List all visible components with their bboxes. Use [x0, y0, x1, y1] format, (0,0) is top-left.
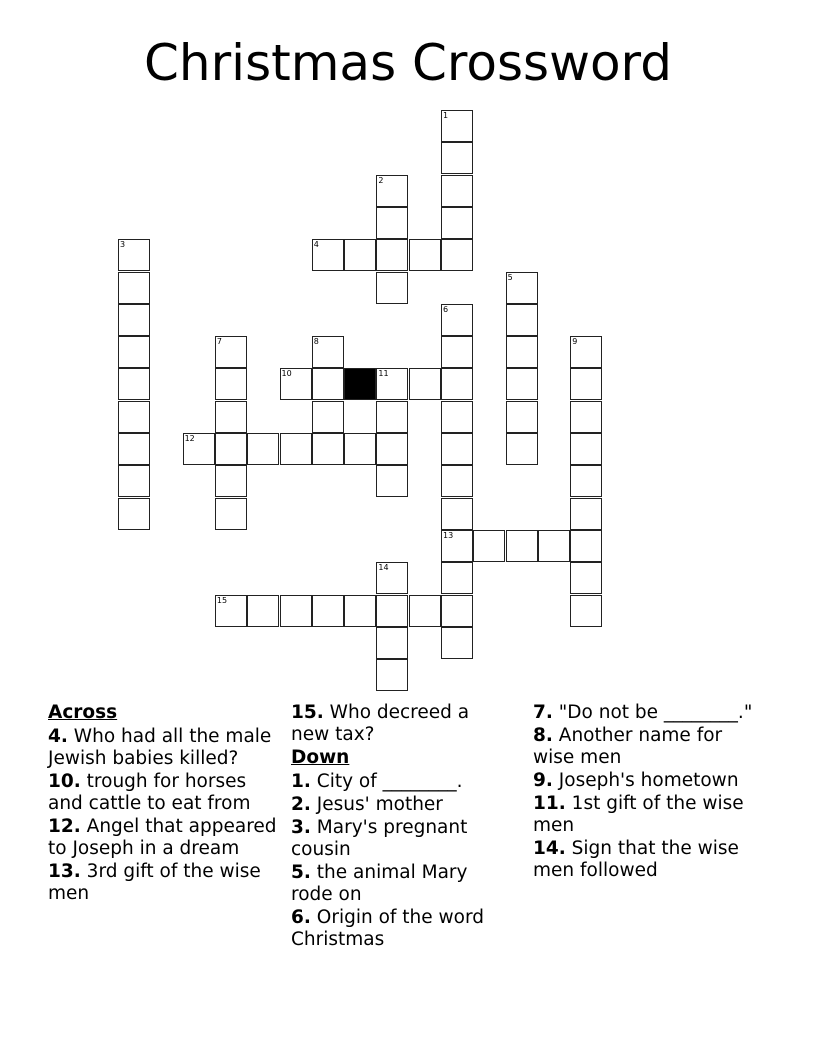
grid-cell[interactable]: [376, 207, 408, 239]
grid-cell[interactable]: [441, 207, 473, 239]
grid-cell[interactable]: [441, 239, 473, 271]
grid-cell[interactable]: [280, 368, 312, 400]
grid-cell[interactable]: [538, 530, 570, 562]
grid-cell[interactable]: [376, 562, 408, 594]
grid-cell[interactable]: [118, 239, 150, 271]
clue-number: 2: [378, 175, 384, 185]
clue-number: 9: [572, 337, 578, 347]
grid-cell[interactable]: [376, 239, 408, 271]
grid-cell[interactable]: [570, 433, 602, 465]
grid-cell[interactable]: [118, 401, 150, 433]
grid-cell[interactable]: [312, 336, 344, 368]
clues-column-3: [533, 702, 763, 883]
grid-cell[interactable]: [376, 272, 408, 304]
grid-cell[interactable]: [118, 433, 150, 465]
grid-cell[interactable]: [215, 401, 247, 433]
grid-cell[interactable]: [215, 433, 247, 465]
grid-cell[interactable]: [441, 336, 473, 368]
grid-cell[interactable]: [247, 595, 279, 627]
grid-cell[interactable]: [441, 368, 473, 400]
grid-cell[interactable]: [215, 336, 247, 368]
grid-cell[interactable]: [441, 142, 473, 174]
clue-number: 8: [313, 337, 319, 347]
clue-down-9[interactable]: 9. Joseph's hometown: [533, 770, 739, 791]
grid-cell[interactable]: [215, 465, 247, 497]
grid-cell[interactable]: [215, 498, 247, 530]
grid-cell[interactable]: [118, 304, 150, 336]
page-title: Christmas Crossword: [144, 34, 672, 92]
grid-cell[interactable]: [312, 401, 344, 433]
grid-cell[interactable]: [118, 368, 150, 400]
grid-cell[interactable]: [409, 595, 441, 627]
clue-number: 13: [443, 530, 454, 540]
grid-cell[interactable]: [280, 433, 312, 465]
clue-number: 3: [120, 240, 126, 250]
clue-down-5[interactable]: 5. the animal Mary rode on: [291, 862, 468, 905]
grid-cell[interactable]: [441, 465, 473, 497]
grid-cell[interactable]: [506, 433, 538, 465]
grid-cell[interactable]: [376, 595, 408, 627]
down-heading: Down: [291, 747, 350, 768]
grid-cell[interactable]: [376, 175, 408, 207]
grid-cell[interactable]: [570, 562, 602, 594]
clue-down-6[interactable]: 6. Origin of the word Christmas: [291, 907, 485, 950]
clue-number: 10: [281, 369, 292, 379]
clue-number: 11: [378, 369, 389, 379]
grid-cell[interactable]: [506, 272, 538, 304]
grid-cell[interactable]: [312, 595, 344, 627]
clues-column-1: [48, 702, 278, 906]
clue-down-3[interactable]: 3. Mary's pregnant cousin: [291, 817, 468, 860]
clue-down-1[interactable]: 1. City of ________.: [291, 771, 463, 792]
grid-cell[interactable]: [312, 433, 344, 465]
black-cell: [344, 368, 376, 400]
grid-cell[interactable]: [570, 368, 602, 400]
grid-cell[interactable]: [441, 627, 473, 659]
grid-cell[interactable]: [312, 368, 344, 400]
grid-cell[interactable]: [570, 465, 602, 497]
clue-across-12[interactable]: 12. Angel that appeared to Joseph in a dream: [48, 816, 277, 859]
grid-cell[interactable]: [376, 433, 408, 465]
grid-cell[interactable]: [344, 239, 376, 271]
grid-cell[interactable]: [118, 465, 150, 497]
clue-down-2[interactable]: 2. Jesus' mother: [291, 794, 443, 815]
grid-cell[interactable]: [118, 336, 150, 368]
grid-cell[interactable]: [183, 433, 215, 465]
grid-cell[interactable]: [570, 595, 602, 627]
grid-cell[interactable]: [473, 530, 505, 562]
grid-cell[interactable]: [441, 498, 473, 530]
grid-cell[interactable]: [441, 401, 473, 433]
grid-cell[interactable]: [344, 433, 376, 465]
grid-cell[interactable]: [441, 110, 473, 142]
grid-cell[interactable]: [570, 498, 602, 530]
grid-cell[interactable]: [409, 239, 441, 271]
grid-cell[interactable]: [441, 595, 473, 627]
grid-cell[interactable]: [118, 272, 150, 304]
clue-down-11[interactable]: 11. 1st gift of the wise men: [533, 793, 744, 836]
grid-cell[interactable]: [570, 530, 602, 562]
clue-number: 6: [443, 304, 449, 314]
grid-cell[interactable]: [376, 368, 408, 400]
grid-cell[interactable]: [376, 659, 408, 691]
grid-cell[interactable]: [376, 465, 408, 497]
grid-cell[interactable]: [247, 433, 279, 465]
grid-cell[interactable]: [409, 368, 441, 400]
grid-cell[interactable]: [506, 304, 538, 336]
grid-cell[interactable]: [441, 304, 473, 336]
grid-cell[interactable]: [506, 401, 538, 433]
clue-number: 12: [184, 434, 195, 443]
grid-cell[interactable]: [312, 239, 344, 271]
grid-cell[interactable]: [344, 595, 376, 627]
clue-down-8[interactable]: 8. Another name for wise men: [533, 725, 723, 768]
clue-number: 7: [216, 337, 222, 347]
grid-cell[interactable]: [570, 401, 602, 433]
clue-across-4[interactable]: 4. Who had all the male Jewish babies killed?: [48, 726, 272, 769]
grid-cell[interactable]: [506, 368, 538, 400]
clue-across-10[interactable]: 10. trough for horses and cattle to eat from: [48, 771, 251, 814]
clue-number: 14: [378, 563, 389, 573]
grid-cell[interactable]: [441, 530, 473, 562]
grid-cell[interactable]: [215, 595, 247, 627]
grid-cell[interactable]: [280, 595, 312, 627]
grid-cell[interactable]: [441, 175, 473, 207]
clue-number: 4: [313, 240, 319, 250]
clue-down-14[interactable]: 14. Sign that the wise men followed: [533, 838, 739, 881]
grid-cell[interactable]: [118, 498, 150, 530]
clues-column-2: [291, 702, 511, 952]
grid-cell[interactable]: [570, 336, 602, 368]
grid-cell[interactable]: [506, 336, 538, 368]
across-heading: Across: [48, 702, 118, 723]
grid-cell[interactable]: [506, 530, 538, 562]
clue-number: 15: [216, 595, 228, 605]
clue-down-7[interactable]: 7. "Do not be ________.": [533, 702, 753, 723]
grid-cell[interactable]: [441, 562, 473, 594]
grid-cell[interactable]: [215, 368, 247, 400]
grid-cell[interactable]: [441, 433, 473, 465]
grid-cell[interactable]: [376, 401, 408, 433]
clue-across-15[interactable]: 15. Who decreed a new tax?: [291, 702, 470, 745]
clue-number: 1: [443, 111, 449, 120]
clue-number: 5: [507, 272, 513, 282]
clue-across-13[interactable]: 13. 3rd gift of the wise men: [48, 861, 261, 904]
grid-cell[interactable]: [376, 627, 408, 659]
